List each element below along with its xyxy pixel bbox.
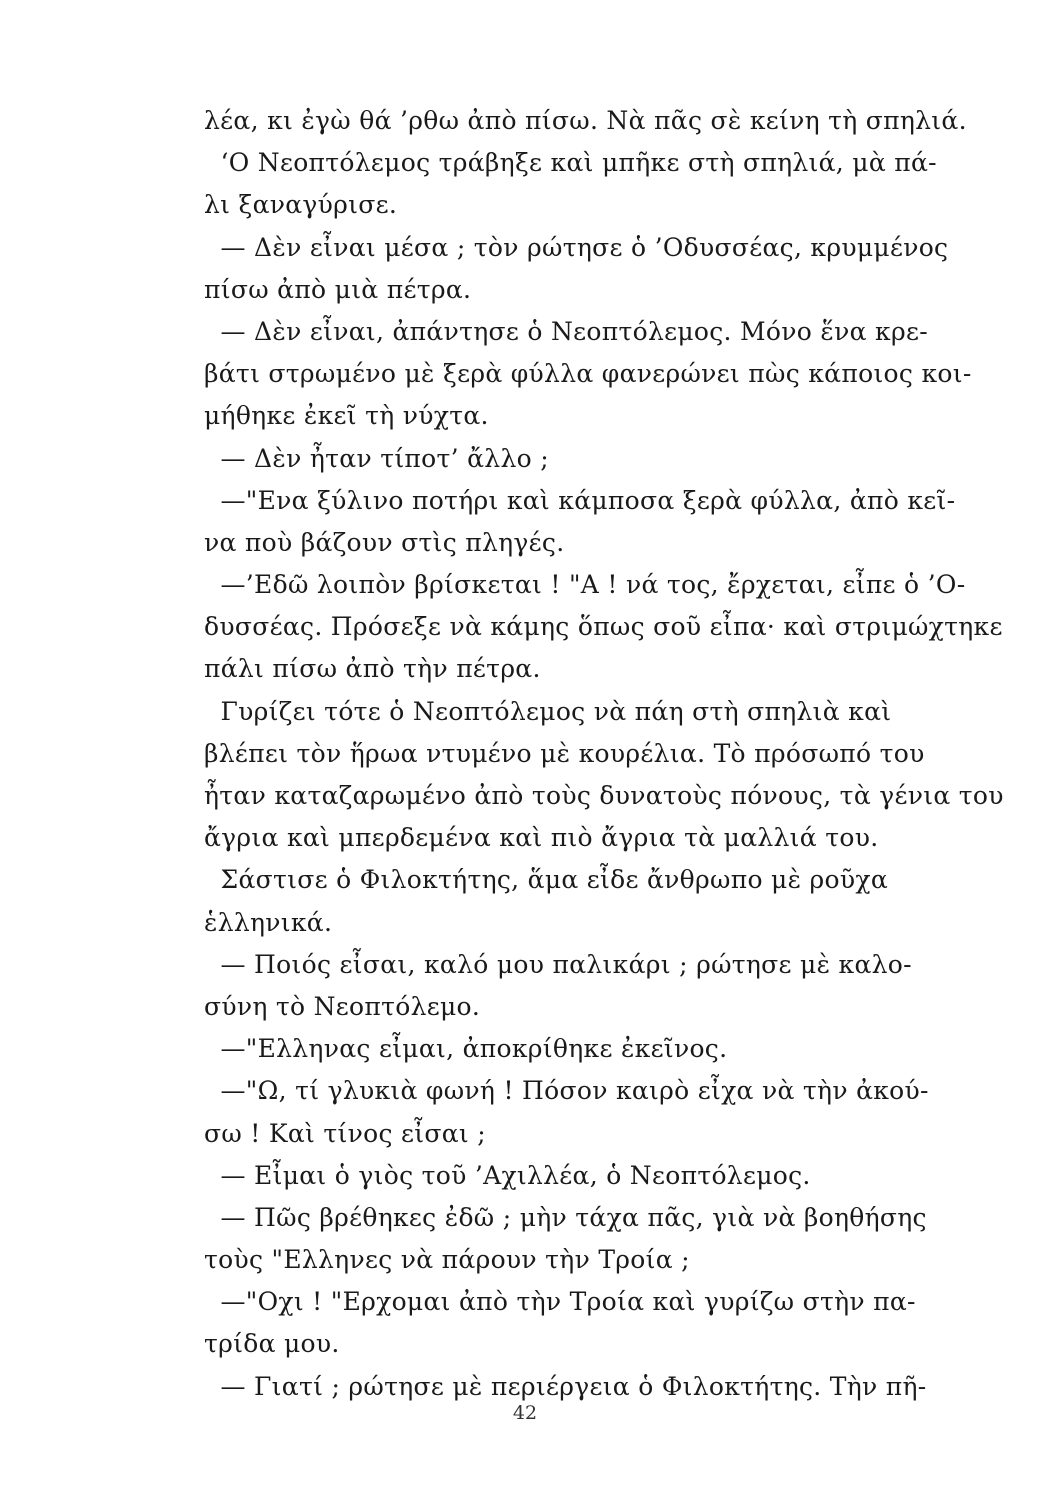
page-text — [204, 100, 1012, 1408]
text-line: ἄγρια καὶ μπερδεμένα καὶ πιὸ ἄγρια τὰ μαλλιά του. — [204, 823, 879, 853]
text-line: — Δὲν εἶναι, ἀπάντησε ὁ Νεοπτόλεμος. Μόνο ἕνα κρε- — [204, 316, 928, 346]
text-line: σύνη τὸ Νεοπτόλεμο. — [204, 991, 481, 1021]
text-line: ἑλληνικά. — [204, 907, 333, 937]
text-line: ‘Ο Νεοπτόλεμος τράβηξε καὶ μπῆκε στὴ σπηλιά, μὰ πά- — [204, 148, 937, 178]
text-line: τρίδα μου. — [204, 1329, 340, 1359]
text-line: Γυρίζει τότε ὁ Νεοπτόλεμος νὰ πάη στὴ σπηλιὰ καὶ — [204, 696, 892, 726]
text-line: λέα, κι ἐγὼ θά ’ρθω ἀπὸ πίσω. Νὰ πᾶς σὲ κείνη τὴ σπηλιά. — [204, 106, 967, 135]
text-line: — Ποιός εἶσαι, καλό μου παλικάρι ; ρώτησε μὲ καλο- — [204, 949, 912, 979]
text-line: να ποὺ βάζουν στὶς πληγές. — [204, 527, 565, 557]
text-line: —’Εδῶ λοιπὸν βρίσκεται ! "Α ! νά τος, ἔρχεται, εἶπε ὁ ’Ο- — [204, 570, 966, 600]
text-line: λι ξαναγύρισε. — [204, 190, 398, 220]
text-line: — Δὲν ἦταν τίποτ’ ἄλλο ; — [204, 443, 549, 473]
text-line: — Γιατί ; ρώτησε μὲ περιέργεια ὁ Φιλοκτήτης. Τὴν πῆ- — [204, 1371, 927, 1401]
text-line: βλέπει τὸν ἥρωα ντυμένο μὲ κουρέλια. Τὸ πρόσωπό του — [204, 738, 925, 768]
text-line: σω ! Καὶ τίνος εἶσαι ; — [204, 1118, 487, 1148]
text-line: — Πῶς βρέθηκες ἐδῶ ; μὴν τάχα πᾶς, γιὰ νὰ βοηθήσης — [204, 1202, 927, 1232]
text-line: —"Οχι ! "Ερχομαι ἀπὸ τὴν Τροία καὶ γυρίζω στὴν πα- — [204, 1287, 916, 1317]
text-line: τοὺς "Ελληνες νὰ πάρουν τὴν Τροία ; — [204, 1245, 690, 1275]
text-line: —"Ενα ξύλινο ποτήρι καὶ κάμποσα ξερὰ φύλλα, ἀπὸ κεῖ- — [204, 485, 956, 515]
text-line: — Εἶμαι ὁ γιὸς τοῦ ’Αχιλλέα, ὁ Νεοπτόλεμος. — [204, 1160, 811, 1190]
text-line: βάτι στρωμένο μὲ ξερὰ φύλλα φανερώνει πὼς κάποιος κοι- — [204, 359, 972, 389]
text-line: δυσσέας. Πρόσεξε νὰ κάμης ὅπως σοῦ εἶπα· καὶ στριμώχτηκε — [204, 612, 1003, 642]
text-line: —"Ω, τί γλυκιὰ φωνή ! Πόσον καιρὸ εἶχα νὰ τὴν ἀκού- — [204, 1076, 929, 1106]
text-line: πίσω ἀπὸ μιὰ πέτρα. — [204, 274, 472, 304]
page-number: 42 — [512, 1402, 538, 1424]
text-line: μήθηκε ἐκεῖ τὴ νύχτα. — [204, 401, 489, 431]
text-line: ἦταν καταζαρωμένο ἀπὸ τοὺς δυνατοὺς πόνους, τὰ γένια του — [204, 781, 1004, 810]
text-line: πάλι πίσω ἀπὸ τὴν πέτρα. — [204, 654, 541, 684]
text-line: Σάστισε ὁ Φιλοκτήτης, ἅμα εἶδε ἄνθρωπο μὲ ροῦχα — [204, 865, 889, 895]
text-line: —"Ελληνας εἶμαι, ἀποκρίθηκε ἐκεῖνος. — [204, 1034, 728, 1064]
text-line: — Δὲν εἶναι μέσα ; τὸν ρώτησε ὁ ’Οδυσσέας, κρυμμένος — [204, 232, 949, 262]
